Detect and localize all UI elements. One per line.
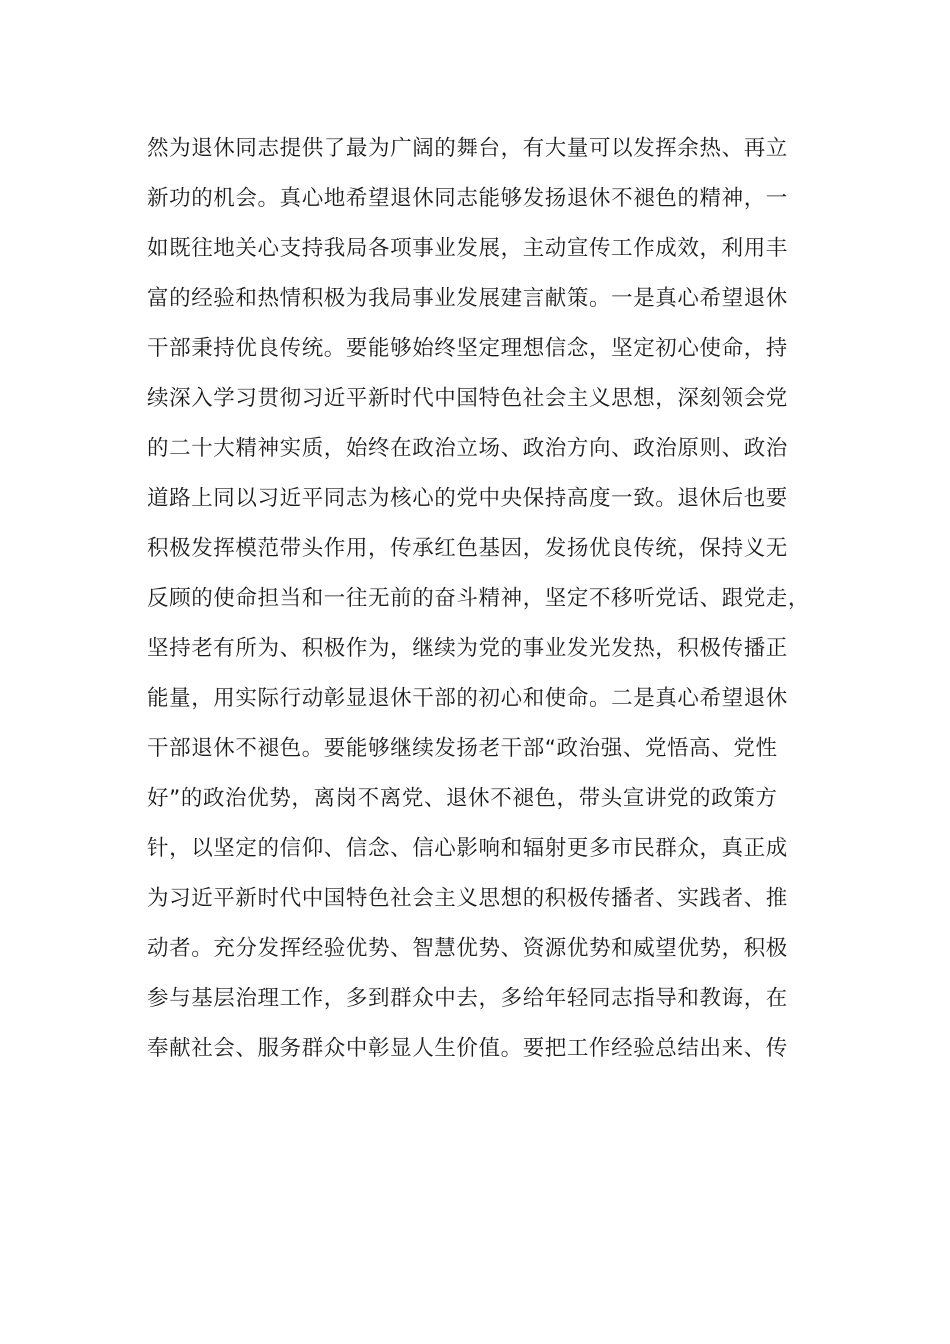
body-text [147,124,847,1074]
text-line: 干部秉持优良传统。要能够始终坚定理想信念，坚定初心使命，持 [147,336,788,361]
text-line: 为习近平新时代中国特色社会主义思想的积极传播者、实践者、推 [147,886,788,911]
text-line: 道路上同以习近平同志为核心的党中央保持高度一致。退休后也要 [147,486,788,511]
text-line: 反顾的使命担当和一往无前的奋斗精神，坚定不移听党话、跟党走， [147,586,811,611]
text-line: 好”的政治优势，离岗不离党、退休不褪色，带头宣讲党的政策方 [147,786,778,811]
text-line: 的二十大精神实质，始终在政治立场、政治方向、政治原则、政治 [147,436,788,461]
text-line: 动者。充分发挥经验优势、智慧优势、资源优势和威望优势，积极 [147,936,788,961]
text-line: 积极发挥模范带头作用，传承红色基因，发扬优良传统，保持义无 [147,536,788,561]
text-line: 新功的机会。真心地希望退休同志能够发扬退休不褪色的精神，一 [147,186,788,211]
text-line: 针，以坚定的信仰、信念、信心影响和辐射更多市民群众，真正成 [147,836,788,861]
text-line: 续深入学习贯彻习近平新时代中国特色社会主义思想，深刻领会党 [147,386,788,411]
text-line: 参与基层治理工作，多到群众中去，多给年轻同志指导和教诲，在 [147,986,788,1011]
text-line: 富的经验和热情积极为我局事业发展建言献策。一是真心希望退休 [147,286,788,311]
text-line: 然为退休同志提供了最为广阔的舞台，有大量可以发挥余热、再立 [147,136,788,161]
text-line: 能量，用实际行动彰显退休干部的初心和使命。二是真心希望退休 [147,686,788,711]
text-line: 奉献社会、服务群众中彰显人生价值。要把工作经验总结出来、传 [147,1036,788,1061]
text-line: 坚持老有所为、积极作为，继续为党的事业发光发热，积极传播正 [147,636,788,661]
text-line: 干部退休不褪色。要能够继续发扬老干部“政治强、党悟高、党性 [147,736,778,761]
text-line: 如既往地关心支持我局各项事业发展，主动宣传工作成效，利用丰 [147,236,788,261]
